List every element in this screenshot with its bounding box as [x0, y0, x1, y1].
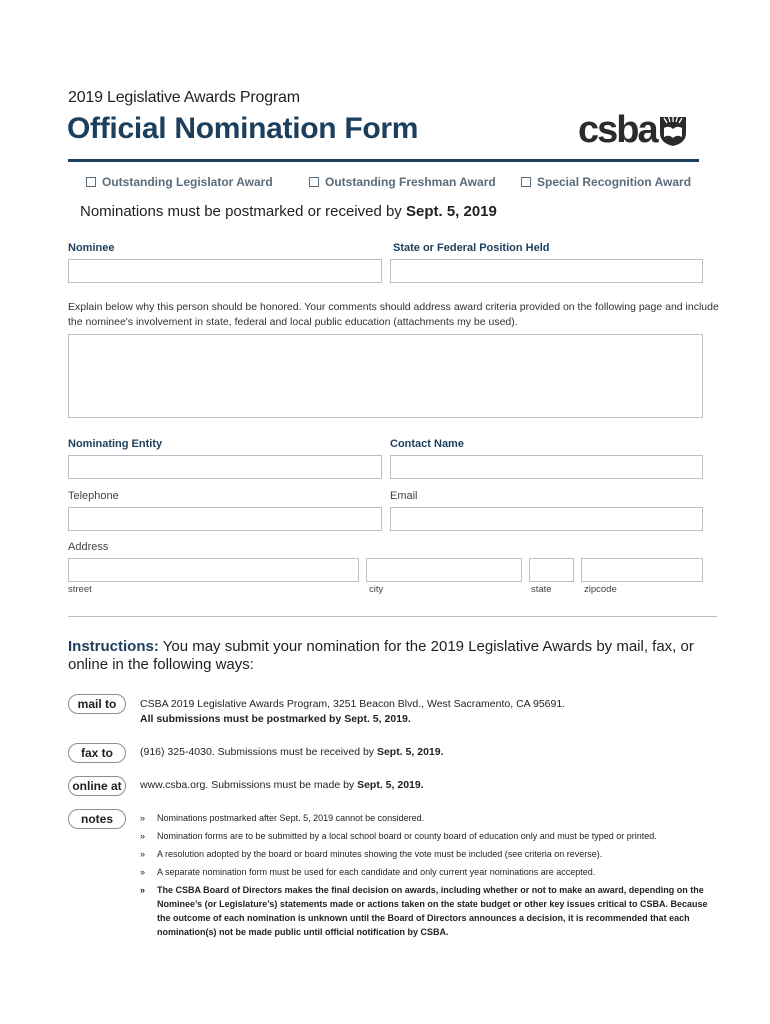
csba-logo	[578, 108, 696, 152]
checkbox[interactable]	[86, 177, 96, 187]
note-text: A separate nomination form must be used for each candidate and only current year nominations are accepted.	[157, 867, 596, 877]
state-caption: state	[531, 584, 552, 595]
online-text: www.csba.org. Submissions must be made by	[140, 779, 358, 791]
bullet: »	[140, 867, 146, 877]
contact-name-field[interactable]	[390, 455, 703, 479]
note-item	[140, 883, 720, 939]
bullet: »	[140, 885, 146, 895]
checkbox[interactable]	[309, 177, 319, 187]
nominating-entity-label: Nominating Entity	[68, 438, 163, 450]
fax-text: (916) 325-4030. Submissions must be received by	[140, 746, 377, 758]
deadline-prefix: Nominations must be postmarked or received by	[80, 203, 406, 220]
note-item	[140, 829, 720, 843]
mail-instructions	[140, 697, 565, 727]
note-text: Nomination forms are to be submitted by a local school board or county board of education only and must be typed or printed.	[157, 831, 657, 841]
instructions-body: You may submit your nomination for the 2019 Legislative Awards by mail, fax, or online in the following ways:	[68, 638, 694, 673]
online-instructions	[140, 778, 424, 793]
award-option-special-recognition[interactable]	[521, 175, 691, 189]
email-label: Email	[390, 490, 418, 502]
mail-deadline: All submissions must be postmarked by Sept. 5, 2019.	[140, 713, 411, 725]
nominating-entity-field[interactable]	[68, 455, 382, 479]
note-item	[140, 865, 720, 879]
mail-to-badge: mail to	[68, 694, 126, 714]
address-label: Address	[68, 541, 109, 553]
deadline-notice	[80, 203, 497, 220]
fax-deadline: Sept. 5, 2019.	[376, 746, 444, 758]
street-field[interactable]	[68, 558, 359, 582]
fax-to-badge: fax to	[68, 743, 126, 763]
instructions-text	[68, 638, 708, 674]
checkbox[interactable]	[521, 177, 531, 187]
instructions-heading: Instructions:	[68, 638, 159, 655]
note-item	[140, 811, 720, 825]
state-field[interactable]	[529, 558, 574, 582]
online-at-badge: online at	[68, 776, 126, 796]
city-caption: city	[369, 584, 384, 595]
explanation-instructions: Explain below why this person should be honored. Your comments should address award criteria provided on the following page and include the nominee's involvement in state, federal and local public education (attachments my be used).	[68, 301, 719, 328]
fax-instructions	[140, 745, 444, 760]
email-field[interactable]	[390, 507, 703, 531]
position-label: State or Federal Position Held	[393, 242, 550, 254]
program-subtitle: 2019 Legislative Awards Program	[68, 89, 300, 106]
city-field[interactable]	[366, 558, 522, 582]
bullet: »	[140, 849, 146, 859]
note-text: The CSBA Board of Directors makes the final decision on awards, including whether or not to make an award, depending on the Nominee’s (or Legislature’s) statements made or actions taken on the state budget or other key issues critical to CSBA. Because the outcome of each nomination is unknown until the Board of Directors announces a decision, it is recommended that each nomination(s) not be made public until official notification by CSBA.	[157, 885, 708, 937]
award-option-outstanding-freshman[interactable]	[309, 175, 496, 189]
note-text: A resolution adopted by the board or board minutes showing the vote must be included (see criteria on reverse).	[157, 849, 603, 859]
section-divider	[68, 616, 717, 617]
bullet: »	[140, 813, 146, 823]
award-label: Outstanding Freshman Award	[325, 175, 496, 189]
explanation-textarea[interactable]	[68, 334, 703, 418]
award-label: Outstanding Legislator Award	[102, 175, 273, 189]
note-text: Nominations postmarked after Sept. 5, 2019 cannot be considered.	[157, 813, 425, 823]
header-rule	[68, 159, 699, 162]
shield-book-icon	[659, 113, 687, 147]
contact-name-label: Contact Name	[390, 438, 464, 450]
bullet: »	[140, 831, 146, 841]
position-field[interactable]	[390, 259, 703, 283]
award-label: Special Recognition Award	[537, 175, 692, 189]
mail-address: CSBA 2019 Legislative Awards Program, 3251 Beacon Blvd., West Sacramento, CA 95691.	[140, 698, 566, 710]
page-title: Official Nomination Form	[67, 112, 419, 145]
telephone-field[interactable]	[68, 507, 382, 531]
award-option-outstanding-legislator[interactable]	[86, 175, 273, 189]
street-caption: street	[68, 584, 92, 595]
note-item	[140, 847, 720, 861]
telephone-label: Telephone	[68, 490, 119, 502]
zipcode-field[interactable]	[581, 558, 703, 582]
logo-text: csba	[578, 109, 657, 151]
zipcode-caption: zipcode	[584, 584, 617, 595]
nominee-field[interactable]	[68, 259, 382, 283]
notes-badge: notes	[68, 809, 126, 829]
online-deadline: Sept. 5, 2019.	[357, 779, 424, 791]
nominee-label: Nominee	[68, 242, 115, 254]
deadline-date: Sept. 5, 2019	[405, 203, 497, 220]
